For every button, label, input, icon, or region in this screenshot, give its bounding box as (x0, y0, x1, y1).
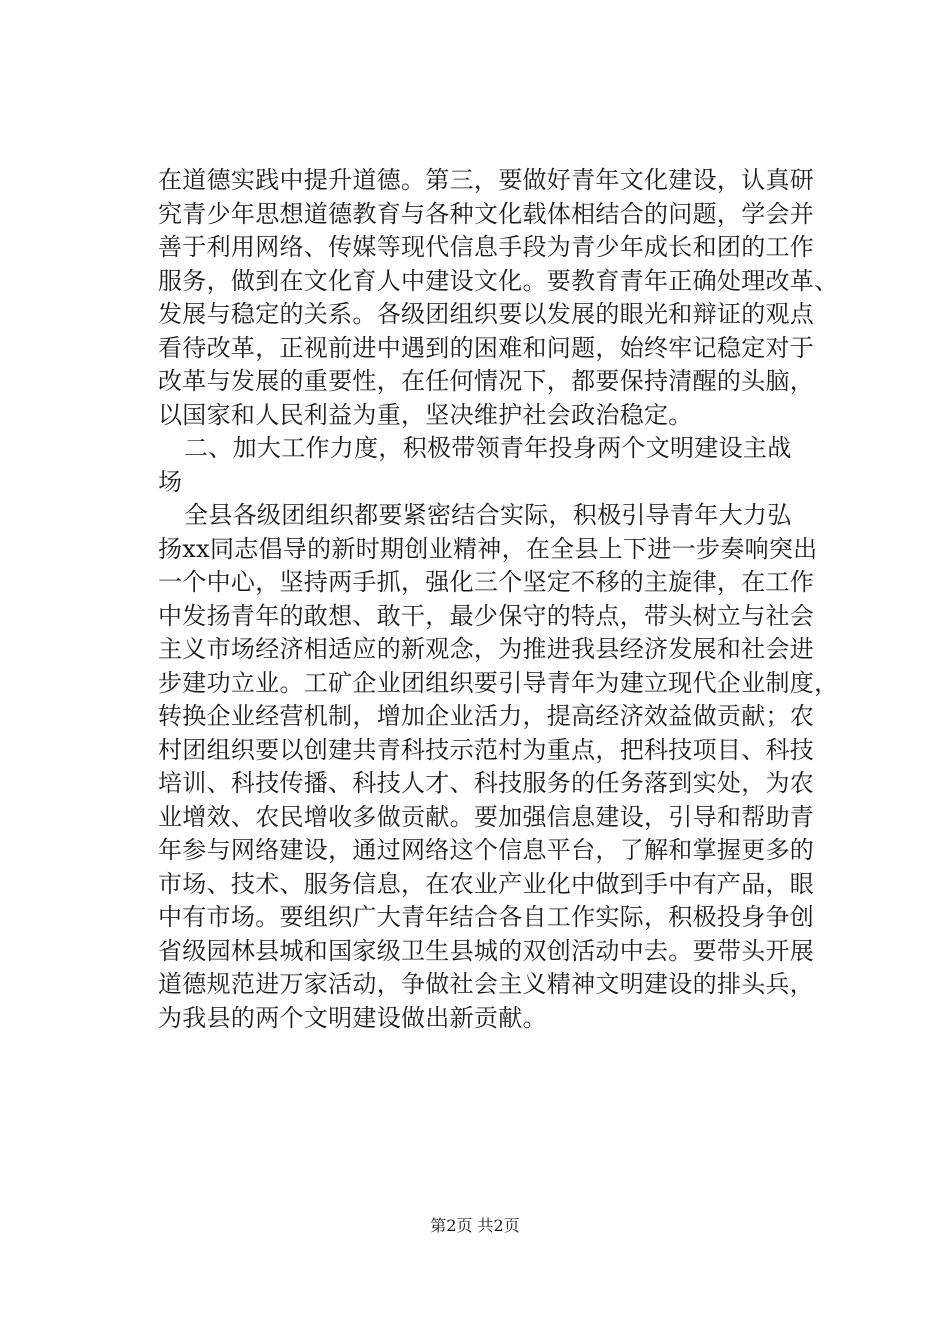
text-line: 培训、科技传播、科技人才、科技服务的任务落到实处，为农 (158, 769, 815, 797)
text-line: 步建功立业。工矿企业团组织要引导青年为建立现代企业制度， (158, 668, 839, 697)
text-line: 发展与稳定的关系。各级团组织要以发展的眼光和辩证的观点 (158, 300, 815, 328)
text-line: 服务，做到在文化育人中建设文化。要教育青年正确处理改革、 (158, 266, 839, 295)
text-line: 善于利用网络、传媒等现代信息手段为青少年成长和团的工作 (158, 233, 815, 261)
text-line: 一个中心，坚持两手抓，强化三个坚定不移的主旋律，在工作 (158, 568, 815, 596)
text-line: 村团组织要以创建共青科技示范村为重点，把科技项目、科技 (158, 735, 815, 764)
text-line: 在道德实践中提升道德。第三，要做好青年文化建设，认真研 (158, 166, 815, 194)
text-line: 场 (158, 467, 183, 496)
text-line: 业增效、农民增收多做贡献。要加强信息建设，引导和帮助青 (158, 802, 815, 831)
text-line: 转换企业经营机制，增加企业活力，提高经济效益做贡献；农 (158, 702, 815, 730)
text-line: 市场、技术、服务信息，在农业产业化中做到手中有产品，眼 (158, 869, 815, 898)
page-number-footer: 第2页 共2页 (430, 1216, 520, 1235)
text-line: 为我县的两个文明建设做出新贡献。 (158, 1003, 547, 1032)
document-body (158, 164, 838, 1035)
text-line: 扬xx同志倡导的新时期创业精神，在全县上下进一步奏响突出 (158, 534, 818, 563)
text-line: 中有市场。要组织广大青年结合各自工作实际，积极投身争创 (158, 903, 815, 931)
text-line: 究青少年思想道德教育与各种文化载体相结合的问题，学会并 (158, 199, 815, 228)
text-line: 全县各级团组织都要紧密结合实际，积极引导青年大力弘 (184, 501, 792, 529)
text-line: 二、加大工作力度，积极带领青年投身两个文明建设主战 (184, 434, 792, 462)
text-line: 以国家和人民利益为重，坚决维护社会政治稳定。 (158, 400, 693, 429)
text-line: 中发扬青年的敢想、敢干，最少保守的特点，带头树立与社会 (158, 601, 815, 630)
text-line: 道德规范进万家活动，争做社会主义精神文明建设的排头兵， (158, 970, 815, 998)
text-line: 省级园林县城和国家级卫生县城的双创活动中去。要带头开展 (158, 936, 815, 965)
text-line: 改革与发展的重要性，在任何情况下，都要保持清醒的头脑， (158, 367, 815, 395)
text-line: 年参与网络建设，通过网络这个信息平台，了解和掌握更多的 (158, 836, 815, 864)
text-line: 看待改革，正视前进中遇到的困难和问题，始终牢记稳定对于 (158, 333, 815, 362)
text-line: 主义市场经济相适应的新观念，为推进我县经济发展和社会进 (158, 635, 815, 663)
